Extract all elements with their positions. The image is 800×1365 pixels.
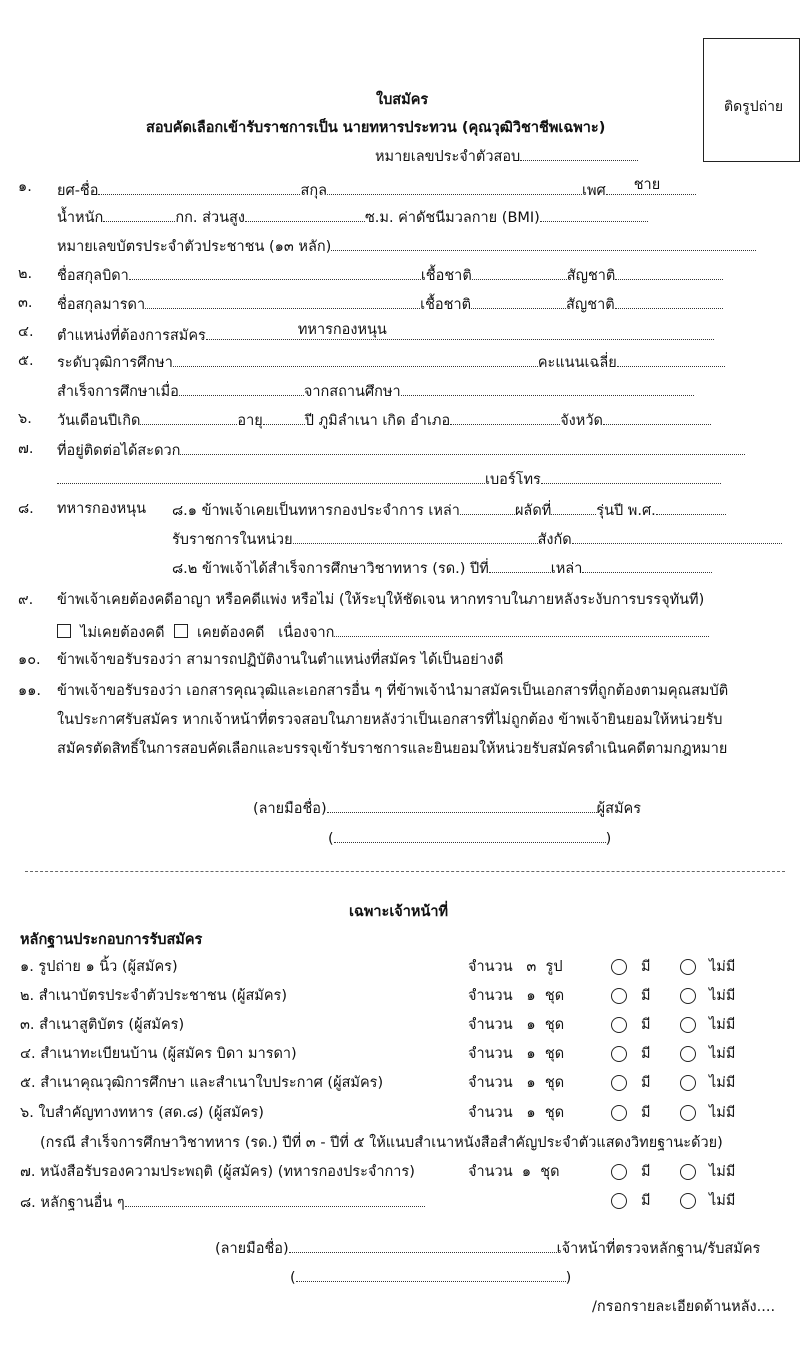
has-label: มี: [641, 1105, 651, 1121]
because-field[interactable]: [334, 622, 709, 637]
mother-field[interactable]: [145, 294, 420, 309]
has-not-radio[interactable]: [680, 988, 696, 1004]
gpa-label: คะแนนเฉลี่ย: [537, 355, 617, 371]
open-paren: (: [328, 831, 334, 847]
has-not-label: ไม่มี: [709, 1193, 736, 1209]
father-nationality-label: สัญชาติ: [566, 268, 616, 284]
birthplace-field[interactable]: [450, 410, 560, 425]
signature-label: (ลายมือชื่อ): [253, 801, 327, 817]
father-nationality-field[interactable]: [615, 265, 723, 280]
exam-number-row: [375, 146, 638, 166]
school-label: จากสถานศึกษา: [303, 384, 401, 400]
section-4-number: ๔.: [18, 324, 34, 340]
gpa-field[interactable]: [617, 352, 725, 367]
has-not-label: ไม่มี: [709, 959, 736, 975]
section-2-number: ๒.: [18, 266, 33, 282]
branch-field[interactable]: [460, 500, 515, 515]
province-field[interactable]: [603, 410, 711, 425]
cm-bmi-label: ซ.ม. ค่าดัชนีมวลกาย (BMI): [364, 210, 540, 226]
close-paren: ): [605, 831, 612, 847]
applicant-role-label: ผู้สมัคร: [596, 801, 642, 817]
criminal-question: ข้าพเจ้าเคยต้องคดีอาญา หรือคดีแพ่ง หรือไม่ (ให้ระบุให้ชัดเจน หากทราบในภายหลังระงับการบรรจุทันที): [57, 592, 705, 608]
section-6-number: ๖.: [18, 411, 32, 427]
branch-label: ๘.๑ ข้าพเจ้าเคยเป็นทหารกองประจำการ เหล่า: [172, 503, 460, 519]
has-radio[interactable]: [611, 1046, 627, 1062]
sex-label: เพศ: [582, 183, 606, 199]
mother-ethnicity-field[interactable]: [471, 294, 566, 309]
has-not-radio[interactable]: [680, 1164, 696, 1180]
kg-height-label: กก. ส่วนสูง: [175, 210, 245, 226]
has-label: มี: [641, 988, 651, 1004]
applicant-signature-row: [253, 798, 641, 818]
close-paren: ): [565, 1270, 572, 1286]
has-label: มี: [641, 1193, 651, 1209]
has-label: มี: [641, 1075, 651, 1091]
officer-signature-row: [215, 1238, 760, 1258]
applicant-signature-field[interactable]: [327, 798, 597, 813]
has-radio[interactable]: [611, 1105, 627, 1121]
address-field-2[interactable]: [57, 469, 485, 484]
class-year-field[interactable]: [656, 500, 726, 515]
weight-label: น้ำหนัก: [57, 210, 104, 226]
age-field[interactable]: [263, 410, 305, 425]
has-label: มี: [641, 1164, 651, 1180]
has-label: มี: [641, 959, 651, 975]
section-5-number: ๕.: [18, 353, 34, 369]
height-field[interactable]: [245, 207, 365, 222]
section-11-line-2: ในประกาศรับสมัคร หากเจ้าหน้าที่ตรวจสอบในภายหลังว่าเป็นเอกสารที่ไม่ถูกต้อง ข้าพเจ้ายินยอมให้หน่วยรับ: [57, 712, 723, 728]
footer-note: /กรอกรายละเอียดด้านหลัง....: [592, 1299, 776, 1315]
province-label: จังหวัด: [560, 413, 603, 429]
position-field[interactable]: [206, 323, 714, 340]
section-8-row-2: [172, 529, 782, 549]
had-case-checkbox[interactable]: [174, 624, 188, 638]
document-item-label: ๑. รูปถ่าย ๑ นิ้ว (ผู้สมัคร): [20, 959, 178, 975]
never-case-label: ไม่เคยต้องคดี: [80, 625, 165, 641]
dob-field[interactable]: [140, 410, 237, 425]
applicant-name-row: [328, 828, 611, 848]
document-item-label: ๕. สำเนาคุณวุฒิการศึกษา และสำเนาใบประกาศ (ผู้สมัคร): [20, 1075, 384, 1091]
document-item-quantity: จำนวน ๑ ชุด: [468, 1164, 560, 1180]
because-label: เนื่องจาก: [278, 625, 335, 641]
document-item-label: [20, 1192, 425, 1212]
has-not-label: ไม่มี: [709, 1164, 736, 1180]
form-subtitle: สอบคัดเลือกเข้ารับราชการเป็น นายทหารประทวน (คุณวุฒิวิชาชีพเฉพาะ): [146, 120, 606, 136]
has-radio[interactable]: [611, 1193, 627, 1209]
class-year-label: รุ่นปี พ.ศ.: [596, 503, 656, 519]
education-label: ระดับวุฒิการศึกษา: [57, 355, 173, 371]
document-item-label: ๗. หนังสือรับรองความประพฤติ (ผู้สมัคร) (ทหารกองประจำการ): [20, 1164, 415, 1180]
id-label: หมายเลขบัตรประจำตัวประชาชน (๑๓ หลัก): [57, 239, 332, 255]
section-6-row: [57, 410, 711, 430]
section-7-number: ๗.: [18, 441, 34, 457]
section-1-row-1: [57, 178, 696, 200]
phone-label: เบอร์โทร: [485, 472, 541, 488]
has-label: มี: [641, 1017, 651, 1033]
section-7-row-2: [57, 469, 721, 489]
never-case-checkbox[interactable]: [57, 624, 71, 638]
has-not-label: ไม่มี: [709, 1017, 736, 1033]
age-label: อายุ: [237, 413, 263, 429]
rd-branch-label: เหล่า: [550, 561, 583, 577]
section-9-options: [57, 622, 709, 642]
address-field[interactable]: [180, 440, 745, 455]
document-item-quantity: จำนวน ๓ รูป: [468, 959, 563, 975]
rd-branch-field[interactable]: [582, 558, 712, 573]
father-field[interactable]: [129, 265, 421, 280]
document-item-label: ๖. ใบสำคัญทางทหาร (สด.๘) (ผู้สมัคร): [20, 1105, 264, 1121]
has-radio[interactable]: [611, 1017, 627, 1033]
officer-name-row: [290, 1267, 571, 1287]
officer-signature-field[interactable]: [289, 1238, 557, 1253]
rd-year-label: ๘.๒ ข้าพเจ้าได้สำเร็จการศึกษาวิชาทหาร (รด.) ปีที่: [172, 561, 489, 577]
address-label: ที่อยู่ติดต่อได้สะดวก: [57, 443, 181, 459]
form-title: ใบสมัคร: [376, 92, 429, 108]
document-item-quantity: จำนวน ๑ ชุด: [468, 1046, 565, 1062]
graduated-field[interactable]: [179, 381, 304, 396]
draft-field[interactable]: [551, 500, 596, 515]
mother-nationality-field[interactable]: [615, 294, 723, 309]
section-7-row-1: [57, 440, 745, 460]
dob-label: วันเดือนปีเกิด: [57, 413, 141, 429]
position-value: ทหารกองหนุน: [297, 322, 387, 338]
section-8-number: ๘.: [18, 501, 34, 517]
section-5-row-2: [57, 381, 694, 401]
officer-printed-name-field[interactable]: [296, 1267, 566, 1282]
section-3-number: ๓.: [18, 295, 33, 311]
rd-note: (กรณี สำเร็จการศึกษาวิชาทหาร (รด.) ปีที่ ๓ - ปีที่ ๕ ให้แนบสำเนาหนังสือสำคัญประจำตัวแสดงวิทยฐานะด้วย): [40, 1135, 723, 1151]
document-item-quantity: จำนวน ๑ ชุด: [468, 1017, 565, 1033]
affiliation-label: สังกัด: [537, 532, 572, 548]
officer-title: เฉพาะเจ้าหน้าที่: [349, 904, 449, 920]
name-field[interactable]: [98, 180, 300, 195]
reserve-label: ทหารกองหนุน: [57, 501, 146, 517]
has-not-radio[interactable]: [680, 1193, 696, 1209]
father-label: ชื่อสกุลบิดา: [57, 268, 129, 284]
has-not-radio[interactable]: [680, 1046, 696, 1062]
document-item-quantity: จำนวน ๑ ชุด: [468, 988, 565, 1004]
position-label: ตำแหน่งที่ต้องการสมัคร: [57, 328, 206, 344]
bmi-field[interactable]: [540, 207, 648, 222]
has-radio[interactable]: [611, 1164, 627, 1180]
document-item-label: ๔. สำเนาทะเบียนบ้าน (ผู้สมัคร บิดา มารดา): [20, 1046, 297, 1062]
has-not-label: ไม่มี: [709, 988, 736, 1004]
surname-field[interactable]: [327, 180, 582, 195]
other-evidence-field[interactable]: [125, 1192, 425, 1207]
unit-label: รับราชการในหน่วย: [172, 532, 293, 548]
has-not-label: ไม่มี: [709, 1046, 736, 1062]
has-label: มี: [641, 1046, 651, 1062]
sex-value: ชาย: [633, 177, 661, 193]
id-field[interactable]: [331, 236, 756, 251]
section-9-number: ๙.: [18, 592, 34, 608]
affiliation-field[interactable]: [572, 529, 782, 544]
mother-ethnicity-label: เชื้อชาติ: [420, 297, 472, 313]
has-not-radio[interactable]: [680, 1017, 696, 1033]
officer-role-label: เจ้าหน้าที่ตรวจหลักฐาน/รับสมัคร: [556, 1241, 761, 1257]
section-11-line-1: ข้าพเจ้าขอรับรองว่า เอกสารคุณวุฒิและเอกสารอื่น ๆ ที่ข้าพเจ้านำมาสมัครเป็นเอกสารที่ถูกต้องตามคุณสมบัติ: [57, 683, 729, 699]
has-radio[interactable]: [611, 988, 627, 1004]
has-not-radio[interactable]: [680, 1075, 696, 1091]
section-10-number: ๑๐.: [18, 652, 41, 668]
section-2-row: [57, 265, 723, 285]
section-10-text: ข้าพเจ้าขอรับรองว่า สามารถปฏิบัติงานในตำแหน่งที่สมัคร ได้เป็นอย่างดี: [57, 652, 504, 668]
exam-number-field[interactable]: [520, 146, 638, 161]
section-8-row-1: [172, 500, 726, 520]
open-paren: (: [290, 1270, 296, 1286]
graduated-label: สำเร็จการศึกษาเมื่อ: [57, 384, 179, 400]
section-1-row-3: [57, 236, 756, 256]
section-8-row-3: [172, 558, 712, 578]
has-not-radio[interactable]: [680, 959, 696, 975]
docs-heading: หลักฐานประกอบการรับสมัคร: [20, 932, 203, 948]
birthplace-label: ปี ภูมิลำเนา เกิด อำเภอ: [304, 413, 451, 429]
mother-nationality-label: สัญชาติ: [566, 297, 615, 313]
document-item-label: ๓. สำเนาสูติบัตร (ผู้สมัคร): [20, 1017, 185, 1033]
weight-field[interactable]: [103, 207, 175, 222]
mother-label: ชื่อสกุลมารดา: [57, 297, 146, 313]
exam-number-label: หมายเลขประจำตัวสอบ: [375, 149, 521, 165]
father-ethnicity-label: เชื้อชาติ: [420, 268, 472, 284]
rd-year-field[interactable]: [489, 558, 551, 573]
applicant-printed-name-field[interactable]: [334, 828, 606, 843]
education-field[interactable]: [173, 352, 538, 367]
section-1-row-2: [57, 207, 648, 227]
document-item-text: ๘. หลักฐานอื่น ๆ: [20, 1195, 125, 1211]
has-not-label: ไม่มี: [709, 1075, 736, 1091]
phone-field[interactable]: [541, 469, 721, 484]
has-not-label: ไม่มี: [709, 1105, 736, 1121]
document-item-quantity: จำนวน ๑ ชุด: [468, 1105, 565, 1121]
section-4-row: [57, 323, 714, 345]
name-label: ยศ-ชื่อ: [57, 183, 99, 199]
surname-label: สกุล: [300, 183, 327, 199]
document-item-quantity: จำนวน ๑ ชุด: [468, 1075, 565, 1091]
section-separator: [25, 871, 785, 872]
draft-label: ผลัดที่: [514, 503, 552, 519]
unit-field[interactable]: [293, 529, 538, 544]
school-field[interactable]: [401, 381, 694, 396]
section-5-row-1: [57, 352, 725, 372]
sex-field[interactable]: [606, 178, 696, 195]
has-radio[interactable]: [611, 959, 627, 975]
has-radio[interactable]: [611, 1075, 627, 1091]
officer-signature-label: (ลายมือชื่อ): [215, 1241, 289, 1257]
section-11-line-3: สมัครตัดสิทธิ์ในการสอบคัดเลือกและบรรจุเข้ารับราชการและยินยอมให้หน่วยรับสมัครดำเนินคดีตามกฎหมาย: [57, 741, 728, 757]
had-case-label: เคยต้องคดี: [196, 625, 265, 641]
father-ethnicity-field[interactable]: [472, 265, 567, 280]
document-item-label: ๒. สำเนาบัตรประจำตัวประชาชน (ผู้สมัคร): [20, 988, 287, 1004]
section-1-number: ๑.: [18, 179, 32, 195]
section-3-row: [57, 294, 723, 314]
section-11-number: ๑๑.: [18, 683, 42, 699]
photo-label: ติดรูปถ่าย: [724, 99, 784, 115]
has-not-radio[interactable]: [680, 1105, 696, 1121]
